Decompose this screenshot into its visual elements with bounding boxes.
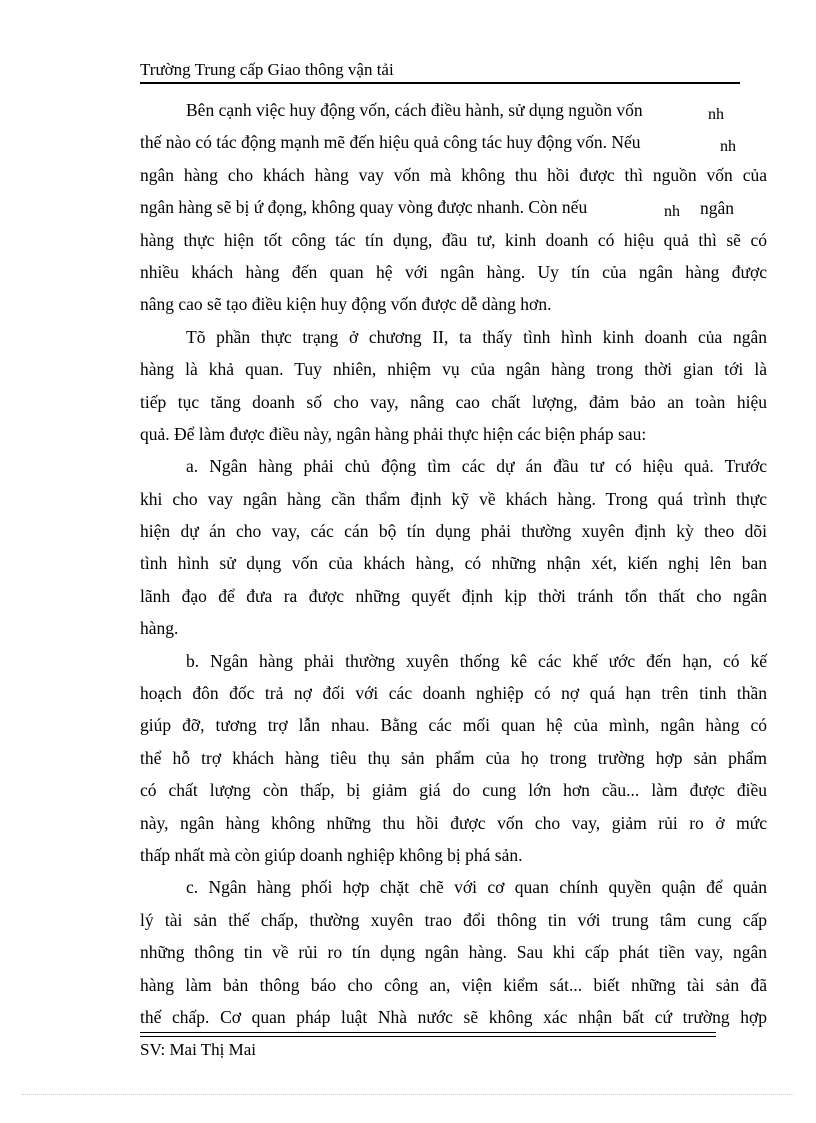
text-line (140, 353, 767, 385)
page-footer: SV: Mai Thị Mai (140, 1040, 257, 1059)
line-text: b. Ngân hàng phải thường xuyên thống kê các khế ước đến hạn, có kế (186, 650, 767, 671)
text-line (140, 580, 767, 612)
line-text: a. Ngân hàng phải chủ động tìm các dự án đầu tư có hiệu quả. Trước (186, 456, 767, 477)
text-line (140, 224, 767, 256)
text-line (140, 386, 767, 418)
stray-fragment: nh (708, 106, 724, 123)
line-text: hàng làm bản thông báo cho công an, viện kiểm sát... biết những tài sản đã (140, 974, 767, 995)
text-line (140, 288, 767, 320)
document-body (140, 94, 767, 1033)
text-line (140, 742, 767, 774)
header-title: Trường Trung cấp Giao thông vận tải (140, 60, 394, 79)
line-text: giúp đỡ, tương trợ lẫn nhau. Bằng các mối quan hệ của mình, ngân hàng có (140, 715, 767, 736)
text-line (140, 645, 767, 677)
line-text: hiện dự án cho vay, các cán bộ tín dụng phải thường xuyên định kỳ theo dõi (140, 521, 767, 542)
line-text: có chất lượng còn thấp, bị giảm giá do cung lớn hơn cầu... làm được điều (140, 780, 767, 801)
line-text: thế nào có tác động mạnh mẽ đến hiệu quả công tác huy động vốn. Nếu (140, 132, 641, 153)
line-text: những thông tin về rủi ro tín dụng ngân hàng. Sau khi cấp phát tiền vay, ngân (140, 942, 767, 963)
line-text: ngân hàng cho khách hàng vay vốn mà không thu hồi được thì nguồn vốn của (140, 164, 767, 185)
text-line (140, 547, 767, 579)
stray-fragment: ngân (700, 198, 735, 218)
stray-fragment: nh (664, 203, 680, 220)
text-line (140, 256, 767, 288)
line-text: nhiều khách hàng đến quan hệ với ngân hàng. Uy tín của ngân hàng được (140, 261, 767, 282)
line-text: nâng cao sẽ tạo điều kiện huy động vốn được dễ dàng hơn. (140, 294, 552, 315)
line-text: này, ngân hàng không những thu hồi được vốn cho vay, giảm rủi ro ở mức (140, 812, 767, 833)
text-line (140, 709, 767, 741)
text-line (140, 677, 767, 709)
line-text: lý tài sản thế chấp, thường xuyên trao đổi thông tin với trung tâm cung cấp (140, 909, 767, 930)
line-text: hàng. (140, 618, 179, 639)
text-line (140, 321, 767, 353)
line-text: c. Ngân hàng phối hợp chặt chẽ với cơ quan chính quyền quận để quản (186, 877, 767, 898)
footer-divider (140, 1032, 716, 1033)
text-line (140, 904, 767, 936)
line-text: hàng thực hiện tốt công tác tín dụng, đầu tư, kinh doanh có hiệu quả thì sẽ có (140, 229, 767, 250)
text-line (140, 483, 767, 515)
line-text: ngân hàng sẽ bị ứ đọng, không quay vòng được nhanh. Còn nếu (140, 197, 588, 218)
line-text: lãnh đạo để đưa ra được những quyết định kịp thời tránh tổn thất cho ngân (140, 585, 767, 606)
line-text: hoạch đôn đốc trả nợ đối với các doanh nghiệp có nợ quá hạn trên tinh thần (140, 683, 767, 704)
line-text: khi cho vay ngân hàng cần thẩm định kỹ về khách hàng. Trong quá trình thực (140, 488, 767, 509)
page-edge-divider (22, 1094, 794, 1095)
text-line (140, 774, 767, 806)
text-line (140, 936, 767, 968)
text-line (140, 969, 767, 1001)
page-header (140, 56, 740, 84)
text-line (140, 159, 767, 191)
text-line (140, 126, 767, 158)
line-text: tiếp tục tăng doanh số cho vay, nâng cao chất lượng, đảm bảo an toàn hiệu (140, 391, 767, 412)
text-line (140, 515, 767, 547)
text-line (140, 418, 767, 450)
line-text: tình hình sử dụng vốn của khách hàng, có những nhận xét, kiến nghị lên ban (140, 553, 767, 574)
line-text: Tõ phần thực trạng ở chương II, ta thấy tình hình kinh doanh của ngân (186, 326, 767, 347)
line-text: Bên cạnh việc huy động vốn, cách điều hành, sử dụng nguồn vốn (186, 100, 643, 120)
text-line (140, 807, 767, 839)
stray-fragment: nh (720, 138, 736, 155)
text-line (140, 1001, 767, 1033)
text-line (140, 94, 767, 126)
text-line (140, 612, 767, 644)
text-line (140, 839, 767, 871)
line-text: quả. Để làm được điều này, ngân hàng phải thực hiện các biện pháp sau: (140, 423, 647, 444)
line-text: thể hỗ trợ khách hàng tiêu thụ sản phẩm của họ trong trường hợp sản phẩm (140, 747, 767, 768)
text-line (140, 871, 767, 903)
text-line (140, 450, 767, 482)
line-text: hàng là khả quan. Tuy nhiên, nhiệm vụ của ngân hàng trong thời gian tới là (140, 359, 767, 380)
footer-divider (140, 1036, 716, 1037)
line-text: thấp nhất mà còn giúp doanh nghiệp không bị phá sản. (140, 844, 523, 865)
line-text: thế chấp. Cơ quan pháp luật Nhà nước sẽ không xác nhận bất cứ trường hợp (140, 1006, 767, 1027)
